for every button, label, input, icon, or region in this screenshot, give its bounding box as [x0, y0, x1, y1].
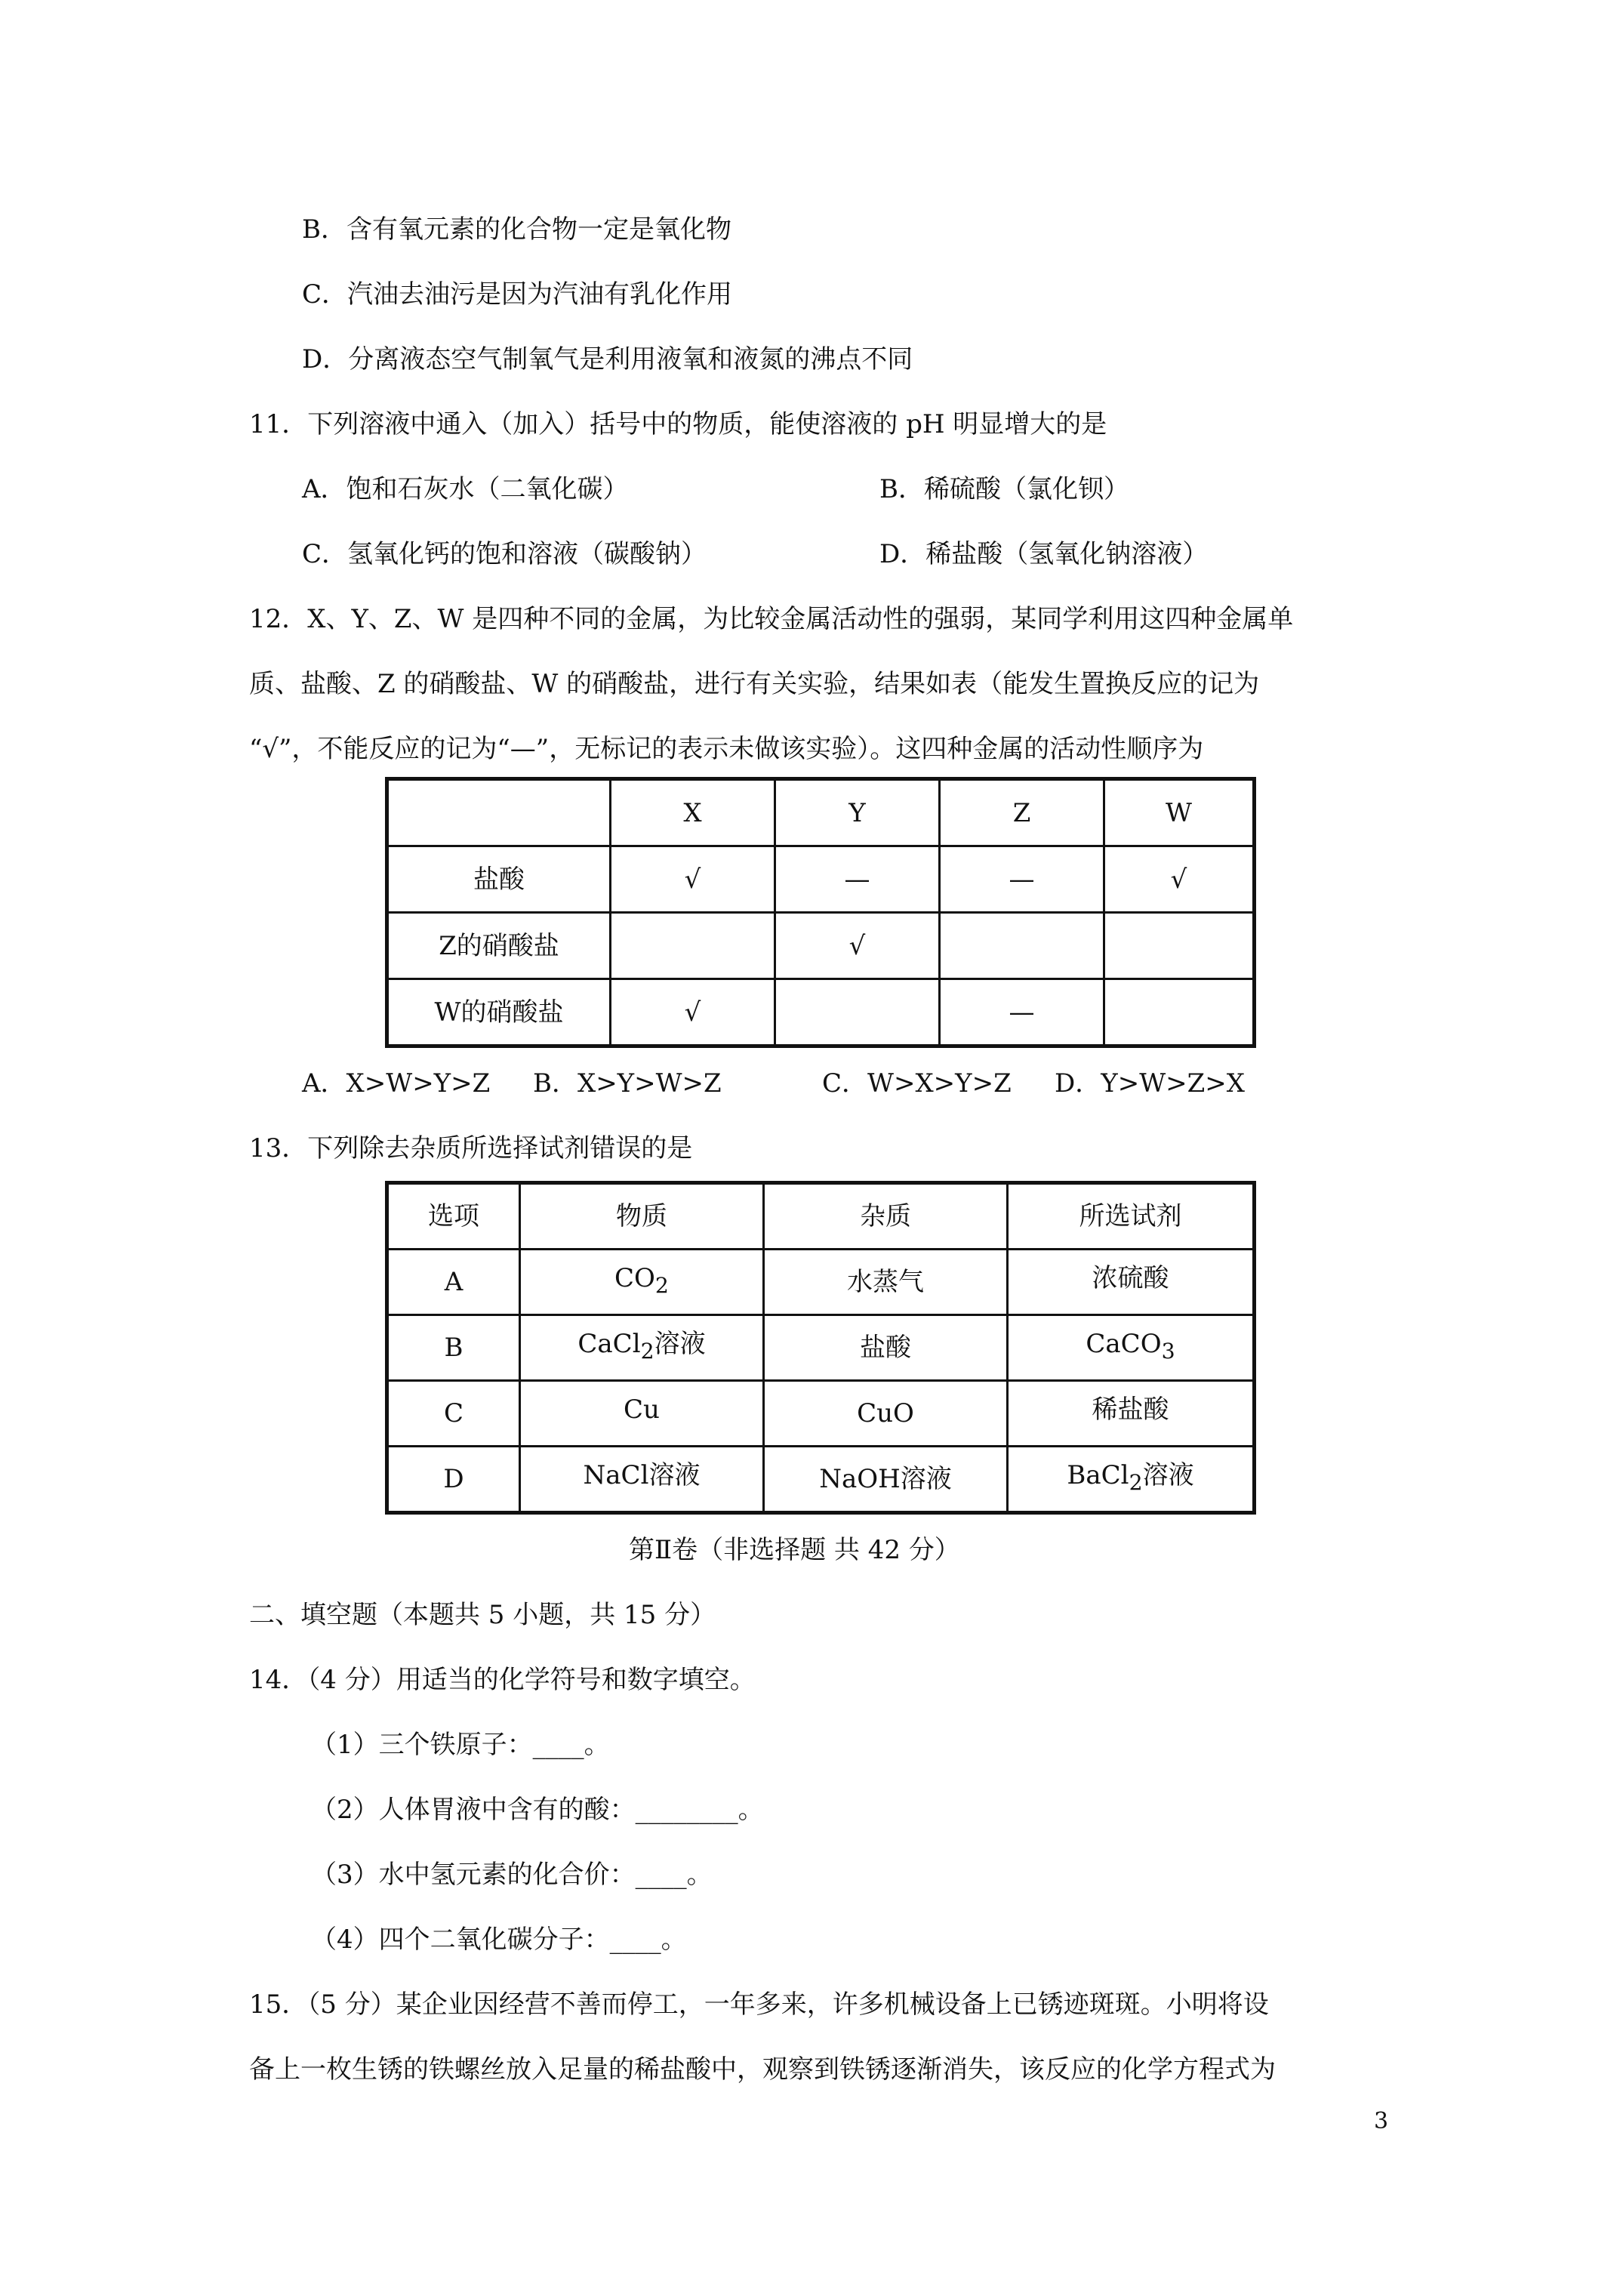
q12-option-d: D．Y>W>Z>X: [1055, 1068, 1245, 1099]
q14-item-1: （1）三个铁原子：____。: [311, 1730, 610, 1760]
q13-stem: 13．下列除去杂质所选择试剂错误的是: [249, 1133, 693, 1163]
table-cell: 盐酸: [764, 1315, 1008, 1381]
q12-line-3: “√”，不能反应的记为“—”，无标记的表示未做该实验）。这四种金属的活动性顺序为: [249, 734, 1204, 764]
table-cell: W: [1104, 779, 1255, 846]
table-cell: Z的硝酸盐: [387, 913, 611, 979]
table-cell: W的硝酸盐: [387, 979, 611, 1046]
table-cell: CuO: [764, 1381, 1008, 1447]
table-row: [387, 979, 1255, 1046]
q10-option-c: C．汽油去油污是因为汽油有乳化作用: [302, 279, 733, 310]
q15-line-1: 15．（5 分）某企业因经营不善而停工，一年多来，许多机械设备上已锈迹斑斑。小明将设: [249, 1989, 1269, 2020]
q14-stem: 14．（4 分）用适当的化学符号和数字填空。: [249, 1665, 756, 1695]
q10-option-d: D．分离液态空气制氧气是利用液氧和液氮的沸点不同: [302, 344, 913, 374]
q11-option-a: A．饱和石灰水（二氧化碳）: [302, 474, 629, 504]
q14-item-4: （4）四个二氧化碳分子：____。: [311, 1925, 687, 1955]
section-title: 第Ⅱ卷（非选择题 共 42 分）: [629, 1535, 960, 1565]
table-cell: CaCl$_2$溶液: [520, 1315, 764, 1381]
q10-option-b: B．含有氧元素的化合物一定是氧化物: [302, 214, 731, 245]
table-header-row: [387, 1183, 1255, 1250]
table-cell: —: [775, 846, 940, 913]
table-cell: NaCl溶液: [520, 1447, 764, 1513]
table-row: [387, 1315, 1255, 1381]
table-row: [387, 1447, 1255, 1513]
part-heading: 二、填空题（本题共 5 小题，共 15 分）: [249, 1600, 716, 1630]
table-cell: B: [387, 1315, 520, 1381]
table-row: [387, 1381, 1255, 1447]
table-cell: [611, 913, 775, 979]
q12-option-a: A．X>W>Y>Z: [302, 1068, 491, 1099]
table-row: [387, 913, 1255, 979]
table-cell: [940, 913, 1104, 979]
table-cell: √: [611, 979, 775, 1046]
table-cell: $CO_2$: [520, 1250, 764, 1315]
table-cell: [775, 979, 940, 1046]
table-cell: —: [940, 979, 1104, 1046]
table-cell: √: [775, 913, 940, 979]
table-cell: [1104, 979, 1255, 1046]
table-cell: NaOH溶液: [764, 1447, 1008, 1513]
table-cell: Y: [775, 779, 940, 846]
q11-option-d: D．稀盐酸（氢氧化钠溶液）: [879, 539, 1209, 569]
q14-item-3: （3）水中氢元素的化合价：____。: [311, 1860, 713, 1890]
table-row: [387, 1250, 1255, 1315]
q11-stem: 11．下列溶液中通入（加入）括号中的物质，能使溶液的 pH 明显增大的是: [249, 409, 1107, 439]
page-number: 3: [1374, 2108, 1389, 2134]
table-cell: 稀盐酸: [1008, 1381, 1255, 1447]
table-cell: —: [940, 846, 1104, 913]
q12-results-table: [385, 777, 1256, 1048]
table-cell: 盐酸: [387, 846, 611, 913]
q15-line-2: 备上一枚生锈的铁螺丝放入足量的稀盐酸中，观察到铁锈逐渐消失，该反应的化学方程式为: [249, 2054, 1276, 2085]
table-row: [387, 846, 1255, 913]
q12-option-b: B．X>Y>W>Z: [533, 1068, 722, 1099]
table-cell: 选项: [387, 1183, 520, 1250]
table-cell: X: [611, 779, 775, 846]
q12-line-1: 12．X、Y、Z、W 是四种不同的金属，为比较金属活动性的强弱，某同学利用这四种金属单: [249, 604, 1294, 634]
table-cell: A: [387, 1250, 520, 1315]
table-cell: C: [387, 1381, 520, 1447]
table-cell: Cu: [520, 1381, 764, 1447]
q11-option-b: B．稀硫酸（氯化钡）: [879, 474, 1129, 504]
table-cell: 浓硫酸: [1008, 1250, 1255, 1315]
table-cell: 物质: [520, 1183, 764, 1250]
q14-item-2: （2）人体胃液中含有的酸：________。: [311, 1795, 764, 1825]
table-cell: [1104, 913, 1255, 979]
table-cell: CaCO$_3$: [1008, 1315, 1255, 1381]
q12-option-c: C．W>X>Y>Z: [822, 1068, 1012, 1099]
table-cell: BaCl$_2$溶液: [1008, 1447, 1255, 1513]
q11-option-c: C．氢氧化钙的饱和溶液（碳酸钠）: [302, 539, 707, 569]
table-cell: D: [387, 1447, 520, 1513]
q13-reagent-table: [385, 1181, 1256, 1515]
table-cell: 所选试剂: [1008, 1183, 1255, 1250]
q12-line-2: 质、盐酸、Z 的硝酸盐、W 的硝酸盐，进行有关实验，结果如表（能发生置换反应的记为: [249, 669, 1260, 699]
table-header-row: [387, 779, 1255, 846]
table-cell: 水蒸气: [764, 1250, 1008, 1315]
table-cell: [387, 779, 611, 846]
table-cell: 杂质: [764, 1183, 1008, 1250]
table-cell: √: [1104, 846, 1255, 913]
table-cell: √: [611, 846, 775, 913]
table-cell: Z: [940, 779, 1104, 846]
